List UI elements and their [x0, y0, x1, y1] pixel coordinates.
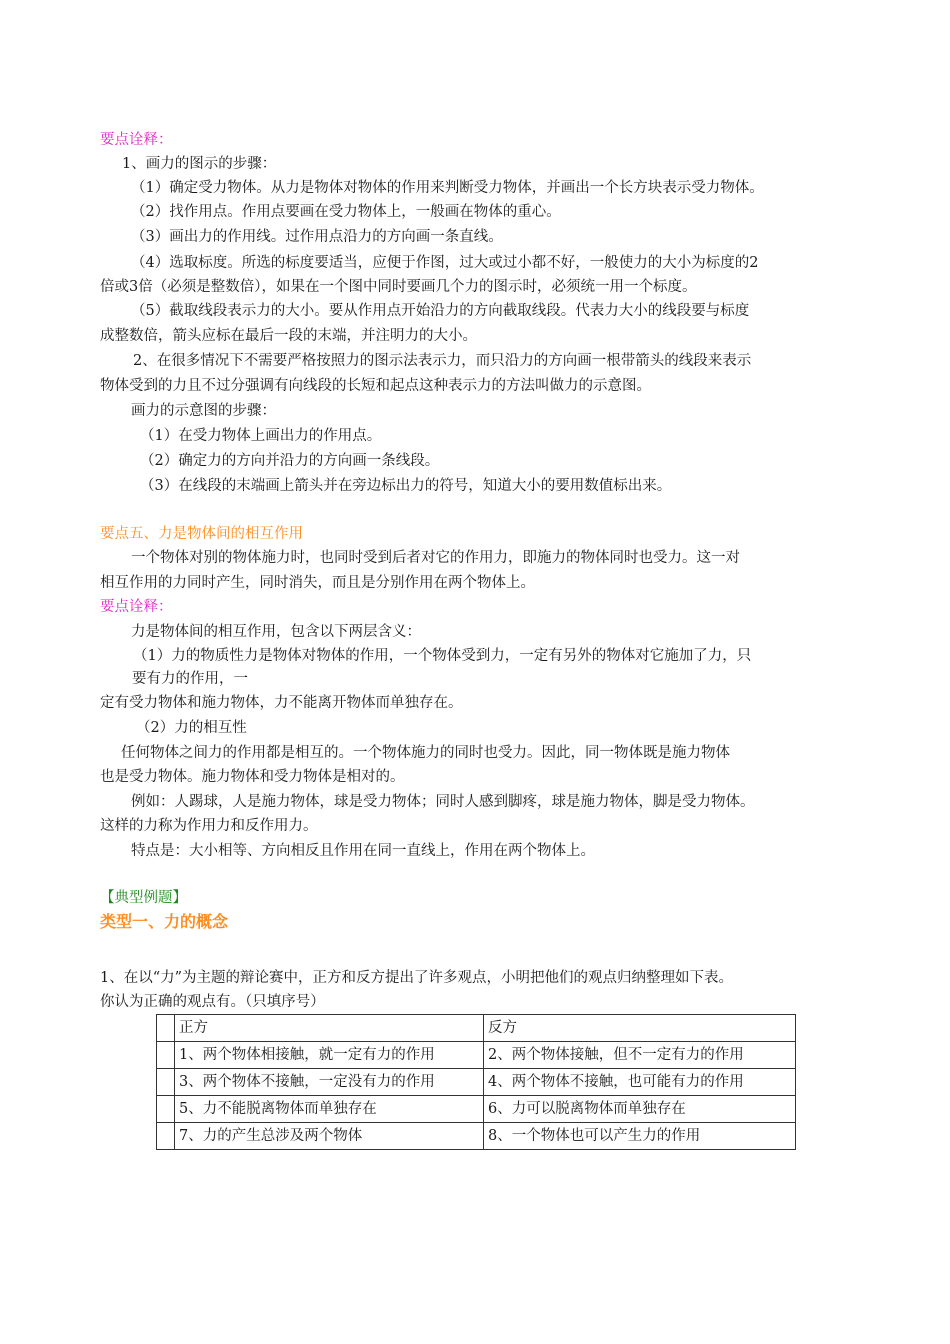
table-row	[157, 1096, 796, 1123]
table-row	[157, 1042, 796, 1069]
paragraph-line: 一个物体对别的物体施力时，也同时受到后者对它的作用力，即施力的物体同时也受力。这一对	[131, 550, 740, 566]
example-label: 【典型例题】	[100, 890, 187, 906]
paragraph-line: 成整数倍，箭头应标在最后一段的末端，并注明力的大小。	[100, 328, 477, 344]
type-heading: 类型一、力的概念	[100, 912, 229, 931]
table-header-row	[157, 1015, 796, 1042]
paragraph-line: （1）在受力物体上画出力的作用点。	[140, 428, 382, 444]
paragraph-line: （1）确定受力物体。从力是物体对物体的作用来判断受力物体，并画出一个长方块表示受力物体。	[131, 180, 764, 196]
paragraph-line: 也是受力物体。施力物体和受力物体是相对的。	[100, 769, 405, 785]
table-row	[157, 1069, 796, 1096]
question-line: 你认为正确的观点有。（只填序号）	[100, 994, 325, 1010]
paragraph-line: （3）画出力的作用线。过作用点沿力的方向画一条直线。	[131, 229, 503, 245]
question-line: 1、在以“力”为主题的辩论赛中，正方和反方提出了许多观点，小明把他们的观点归纳整理如下表。	[100, 970, 734, 986]
table-cell: 8、一个物体也可以产生力的作用	[484, 1123, 796, 1150]
table-cell: 4、两个物体不接触，也可能有力的作用	[484, 1069, 796, 1096]
table-cell	[157, 1042, 175, 1069]
paragraph-line: 2、在很多情况下不需要严格按照力的图示法表示力，而只沿力的方向画一根带箭头的线段来表示	[133, 353, 752, 369]
paragraph-line: 1、画力的图示的步骤：	[122, 156, 277, 172]
paragraph-line: （5）截取线段表示力的大小。要从作用点开始沿力的方向截取线段。代表力大小的线段要与标度	[131, 303, 750, 319]
table-row	[157, 1123, 796, 1150]
table-cell: 7、力的产生总涉及两个物体	[175, 1123, 484, 1150]
paragraph-line: 倍或3倍（必须是整数倍），如果在一个图中同时要画几个力的图示时，必须统一用一个标度。	[100, 279, 697, 295]
paragraph-line: （1）力的物质性力是物体对物体的作用，一个物体受到力，一定有另外的物体对它施加了力，只	[133, 648, 752, 664]
column-header-con: 反方	[484, 1015, 796, 1042]
paragraph-line: （2）确定力的方向并沿力的方向画一条线段。	[140, 453, 440, 469]
opinion-table	[156, 1014, 796, 1150]
paragraph-line: 例如：人踢球，人是施力物体，球是受力物体；同时人感到脚疼，球是施力物体，脚是受力物体。	[131, 794, 755, 810]
paragraph-line: （4）选取标度。所选的标度要适当，应便于作图，过大或过小都不好，一般使力的大小为标度的2	[131, 255, 759, 271]
paragraph-line: 任何物体之间力的作用都是相互的。一个物体施力的同时也受力。因此，同一物体既是施力物体	[121, 745, 730, 761]
table-cell: 1、两个物体相接触，就一定有力的作用	[175, 1042, 484, 1069]
paragraph-line: （2）力的相互性	[136, 720, 247, 736]
paragraph-line: （2）找作用点。作用点要画在受力物体上，一般画在物体的重心。	[131, 204, 561, 220]
paragraph-line: 特点是：大小相等、方向相反且作用在同一直线上，作用在两个物体上。	[131, 843, 595, 859]
paragraph-line: 这样的力称为作用力和反作用力。	[100, 818, 318, 834]
table-cell	[157, 1096, 175, 1123]
column-header-pro: 正方	[175, 1015, 484, 1042]
paragraph-line: 要有力的作用，一	[132, 671, 248, 687]
paragraph-line: 定有受力物体和施力物体，力不能离开物体而单独存在。	[100, 695, 463, 711]
note-heading: 要点诠释：	[100, 132, 173, 148]
paragraph-line: 相互作用的力同时产生，同时消失，而且是分别作用在两个物体上。	[100, 575, 535, 591]
table-cell: 6、力可以脱离物体而单独存在	[484, 1096, 796, 1123]
table-cell	[157, 1069, 175, 1096]
table-cell: 5、力不能脱离物体而单独存在	[175, 1096, 484, 1123]
table-cell	[157, 1015, 175, 1042]
section-heading: 要点五、力是物体间的相互作用	[100, 526, 303, 542]
table-cell: 3、两个物体不接触，一定没有力的作用	[175, 1069, 484, 1096]
paragraph-line: 物体受到的力且不过分强调有向线段的长短和起点这种表示力的方法叫做力的示意图。	[100, 378, 651, 394]
note-heading: 要点诠释：	[100, 599, 173, 615]
paragraph-line: 画力的示意图的步骤：	[131, 403, 276, 419]
table-cell	[157, 1123, 175, 1150]
paragraph-line: 力是物体间的相互作用，包含以下两层含义：	[131, 624, 421, 640]
table-cell: 2、两个物体接触，但不一定有力的作用	[484, 1042, 796, 1069]
paragraph-line: （3）在线段的末端画上箭头并在旁边标出力的符号，知道大小的要用数值标出来。	[140, 478, 672, 494]
